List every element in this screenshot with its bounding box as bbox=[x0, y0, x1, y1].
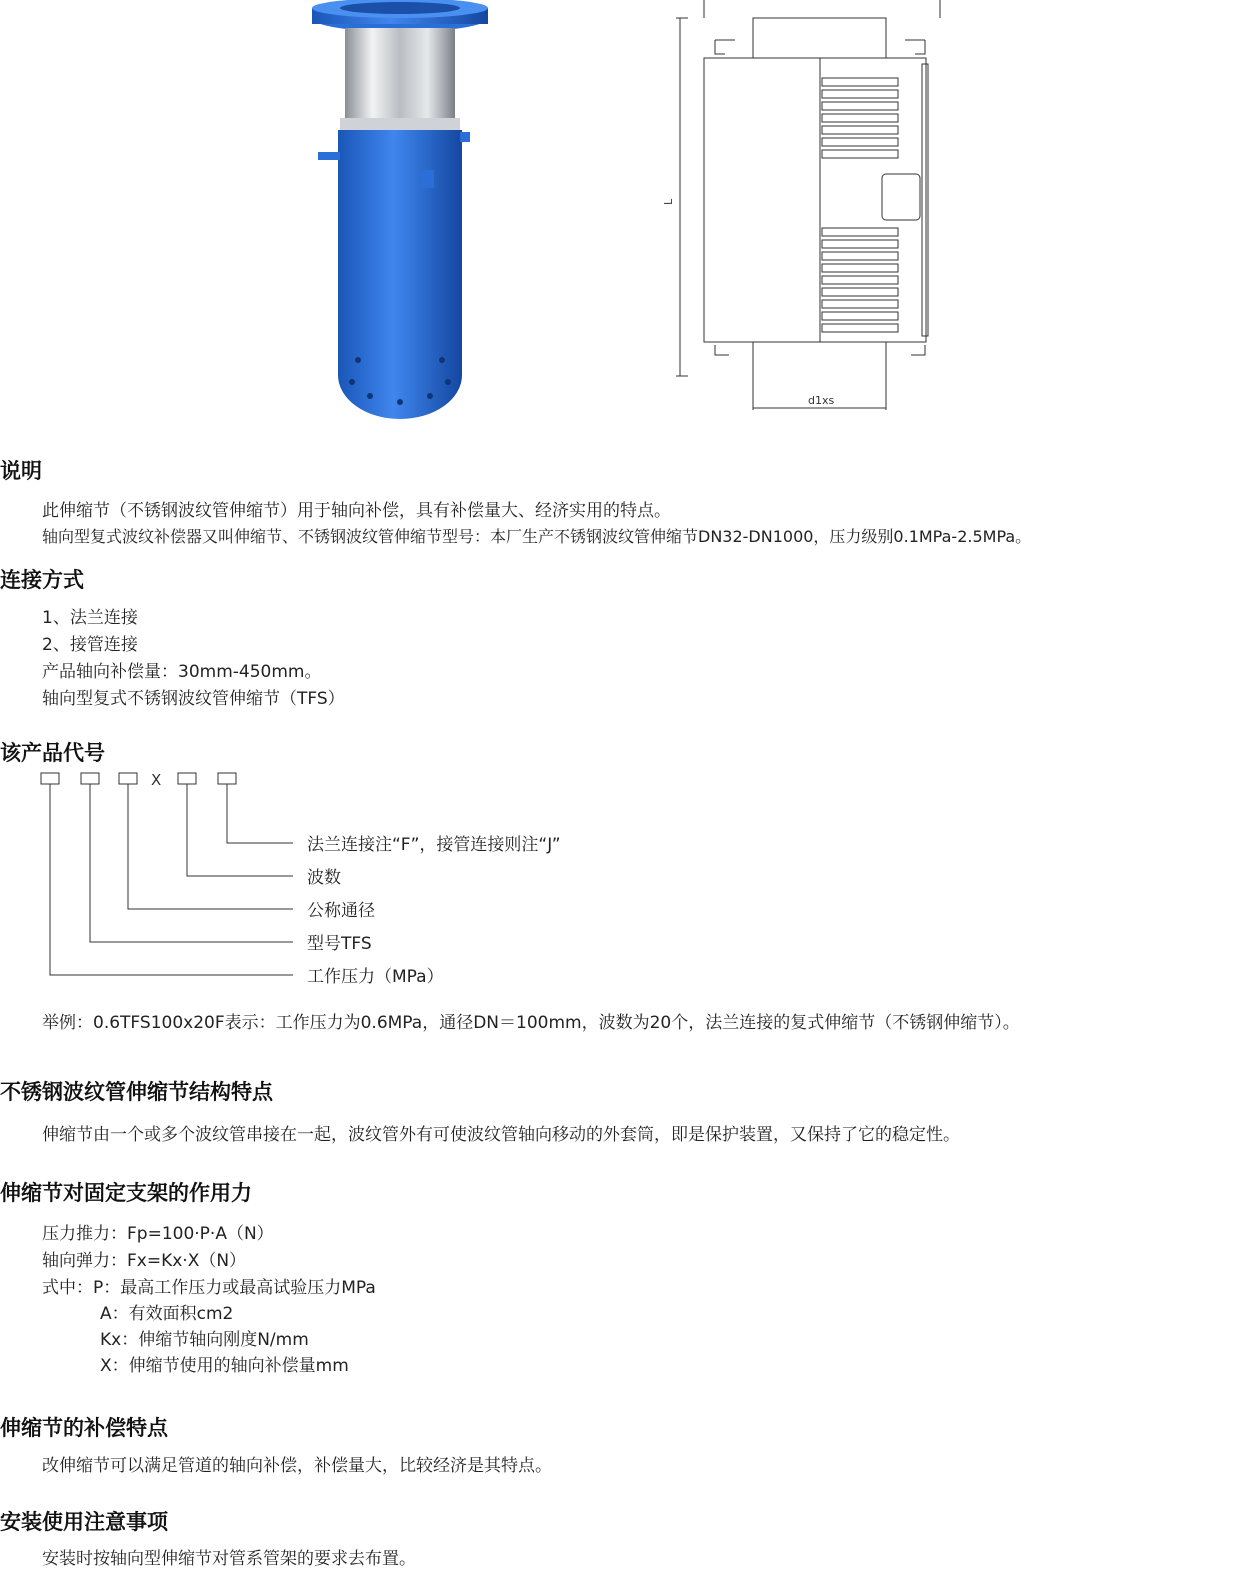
code-example: 举例：0.6TFS100x20F表示：工作压力为0.6MPa，通径DN＝100mm，波数为20个，法兰连接的复式伸缩节（不锈钢伸缩节）。 bbox=[42, 1013, 1020, 1033]
section-heading-code: 该产品代号 bbox=[0, 741, 105, 765]
connection-line-1: 1、法兰连接 bbox=[42, 608, 138, 628]
section-heading-install: 安装使用注意事项 bbox=[0, 1510, 168, 1534]
code-label-connection: 法兰连接注“F”，接管连接则注“J” bbox=[307, 835, 561, 855]
connection-line-4: 轴向型复式不锈钢波纹管伸缩节（TFS） bbox=[42, 689, 345, 709]
force-indented-1: A：有效面积cm2 bbox=[100, 1304, 234, 1324]
intro-line-1: 此伸缩节（不锈钢波纹管伸缩节）用于轴向补偿，具有补偿量大、经济实用的特点。 bbox=[42, 501, 671, 521]
code-label-model: 型号TFS bbox=[307, 934, 372, 954]
force-line-3: 式中：P：最高工作压力或最高试验压力MPa bbox=[42, 1278, 376, 1298]
code-diagram bbox=[38, 770, 308, 982]
intro-line-2: 轴向型复式波纹补偿器又叫伸缩节、不锈钢波纹管伸缩节型号：本厂生产不锈钢波纹管伸缩节DN32-DN1000，压力级别0.1MPa-2.5MPa。 bbox=[42, 527, 1032, 546]
connection-line-2: 2、接管连接 bbox=[42, 635, 138, 655]
force-line-1: 压力推力：Fp=100·P·A（N） bbox=[42, 1224, 274, 1244]
dimension-diameter-label: d1xs bbox=[808, 394, 835, 407]
product-photo bbox=[300, 0, 500, 420]
section-heading-force: 伸缩节对固定支架的作用力 bbox=[0, 1181, 252, 1205]
code-separator: X bbox=[151, 771, 162, 789]
connection-line-3: 产品轴向补偿量：30mm-450mm。 bbox=[42, 662, 322, 682]
section-heading-structure: 不锈钢波纹管伸缩节结构特点 bbox=[0, 1080, 273, 1104]
structure-line-1: 伸缩节由一个或多个波纹管串接在一起，波纹管外有可使波纹管轴向移动的外套筒，即是保护装置，又保持了它的稳定性。 bbox=[42, 1125, 960, 1145]
code-label-pressure: 工作压力（MPa） bbox=[307, 967, 444, 987]
install-line-1: 安装时按轴向型伸缩节对管系管架的要求去布置。 bbox=[42, 1549, 416, 1569]
section-heading-compensation: 伸缩节的补偿特点 bbox=[0, 1416, 168, 1440]
section-heading-connection: 连接方式 bbox=[0, 568, 84, 592]
force-indented-3: X：伸缩节使用的轴向补偿量mm bbox=[100, 1356, 349, 1376]
force-line-2: 轴向弹力：Fx=Kx·X（N） bbox=[42, 1251, 247, 1271]
compensation-line-1: 改伸缩节可以满足管道的轴向补偿，补偿量大，比较经济是其特点。 bbox=[42, 1456, 552, 1476]
dimension-length-label: L bbox=[662, 198, 675, 205]
code-label-waves: 波数 bbox=[307, 868, 341, 888]
code-label-nominal-diameter: 公称通径 bbox=[307, 901, 375, 921]
technical-drawing bbox=[660, 0, 950, 420]
section-heading-intro: 说明 bbox=[0, 459, 42, 483]
force-indented-2: Kx：伸缩节轴向刚度N/mm bbox=[100, 1330, 309, 1350]
